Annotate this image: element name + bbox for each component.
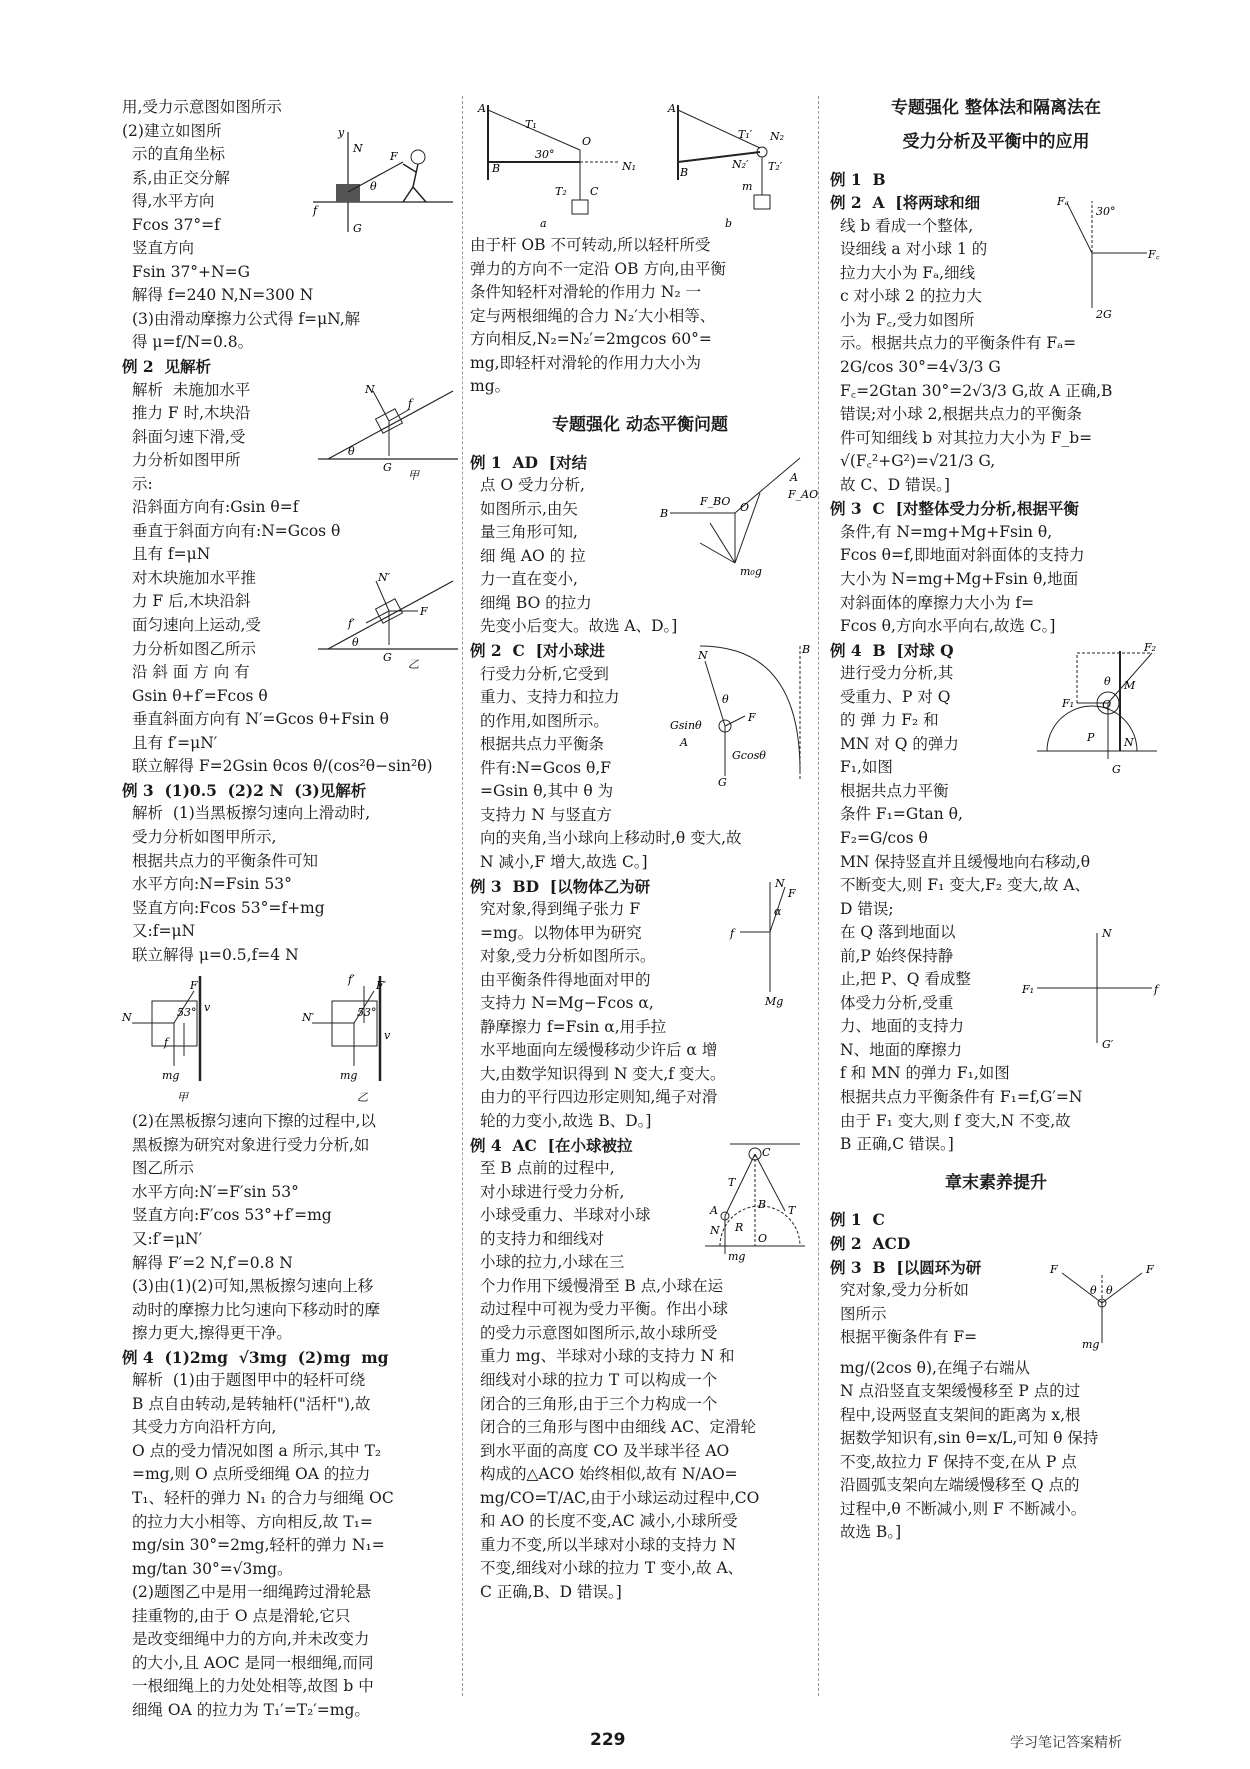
fig-label: F [1146,1262,1154,1276]
text-line: 故选 B。] [840,1523,902,1542]
text-line: 如图所示,由矢 [480,499,578,518]
fig-label: O [740,500,750,514]
text-line: 大,由数学知识得到 N 变大,f 变大。 [480,1064,726,1083]
fig-label: b [725,217,733,230]
fig-label: B [660,506,669,520]
text-line: 解析 未施加水平 [132,380,251,399]
text-line: 静摩擦力 f=Fsin α,用手拉 [480,1017,667,1036]
text-line: 对小球进行受力分析, [480,1182,625,1201]
fig-label: C [762,1145,771,1159]
column-divider [462,96,463,1696]
fig-label: F_AO [788,487,819,501]
section-title: 章末素养提升 [945,1172,1047,1193]
fig-label: mg [340,1069,358,1083]
text-line: 由力的平行四边形定则知,绳子对滑 [480,1088,718,1107]
figure-ring-force [1042,1258,1162,1353]
fig-label: N [365,382,375,396]
fig-label: v [204,1001,211,1015]
text-line: O 点的受力情况如图 a 所示,其中 T₂ [132,1441,382,1460]
fig-label: 2G [1096,308,1112,322]
text-line: 不断变大,则 F₁ 变大,F₂ 变大,故 A、 [840,876,1091,895]
text-line: 向的夹角,当小球向上移动时,θ 变大,故 [480,829,742,848]
text-line: 据数学知识有,sin θ=x/L,可知 θ 保持 [840,1429,1099,1448]
fig-label: N₂ [770,130,785,143]
fig-label: P [1087,730,1095,744]
text-line: C 正确,B、D 错误。] [480,1582,622,1601]
text-line: 过程中,θ 不断减小,则 F 不断减小。 [840,1499,1087,1518]
fig-label: mg [1082,1337,1100,1351]
text-line: 沿圆弧支架向左端缓慢移至 Q 点的 [840,1476,1080,1495]
text-line: 到水平面的高度 CO 及半球半径 AO [480,1441,730,1460]
fig-label: T [728,1175,736,1189]
fig-label: N′ [378,570,391,584]
text-line: (2)在黑板擦匀速向下擦的过程中,以 [132,1112,376,1131]
text-line: 其受力方向沿杆方向, [132,1418,277,1437]
figure-quarter-circle [670,641,810,791]
fig-label: F₂ [1144,640,1157,654]
dynamic-example-1-heading: 例 1 AD [对结 [470,452,588,472]
text-line: Fcos 37°=f [132,215,220,234]
fig-label: M [1124,678,1136,692]
fig-label: G [718,776,727,790]
text-line: 又:f′=μN′ [132,1229,203,1248]
text-line: 动时的摩擦力比匀速向下移动时的摩 [132,1300,381,1319]
text-line: 水平方向:N′=F′sin 53° [132,1182,299,1201]
text-line: 力分析如图乙所示 [132,639,257,658]
fig-label: O [758,1231,768,1245]
text-line: 体受力分析,受重 [840,993,954,1012]
figure-two-balls-force [1052,193,1162,323]
text-line: 线 b 看成一个整体, [840,216,974,235]
fig-label: F꜀ [1148,248,1160,262]
fig-label: y [338,125,345,139]
text-line: c 对小球 2 的拉力大 [840,287,982,306]
fig-label: T₂ [555,185,567,198]
fig-label: F [788,886,796,900]
text-line: 量三角形可知, [480,523,578,542]
text-line: 的 弹 力 F₂ 和 [840,711,939,730]
text-line: D 错误; [840,899,894,918]
text-line: 示的直角坐标 [132,145,226,164]
text-line: 沿 斜 面 方 向 有 [132,663,250,682]
figure-person-pulling-box [308,122,458,242]
text-line: 对斜面体的摩擦力大小为 f= [840,593,1035,612]
text-line: 的支持力和细线对 [480,1229,605,1248]
fig-label: N [710,1223,720,1237]
fig-label: N [698,649,708,663]
text-line: 不变,细线对小球的拉力 T 变小,故 A、 [480,1559,744,1578]
fig-label: A [478,102,486,115]
fig-label: A [790,470,798,484]
text-line: 解得 F′=2 N,f′=0.8 N [132,1253,293,1272]
section-title: 专题强化 整体法和隔离法在 [891,98,1101,118]
text-line: 止,把 P、Q 看成整 [840,970,971,989]
text-line: 图乙所示 [132,1159,195,1178]
text-line: 一根细绳上的力处处相等,故图 b 中 [132,1677,374,1696]
fig-label: T [788,1203,796,1217]
fig-label: Gsinθ [670,719,702,733]
figure-hemisphere-pulley [700,1136,810,1261]
text-line: F꜀=2Gtan 30°=2√3/3 G,故 A 正确,B [840,381,1113,400]
text-line: √(F꜀²+G²)=√21/3 G, [840,452,996,471]
text-line: 根据共点力平衡条件有 F₁=f,G′=N [840,1087,1083,1106]
text-line: 弹力的方向不一定沿 OB 方向,由平衡 [470,259,726,278]
text-line: 由平衡条件得地面对甲的 [480,970,651,989]
fig-label: 53° [177,1006,197,1020]
text-line: =Gsin θ,其中 θ 为 [480,782,614,801]
fig-label: α [774,904,782,918]
summary-example-1: 例 1 C [830,1210,885,1230]
text-line: 黑板擦为研究对象进行受力分析,如 [132,1135,370,1154]
fig-label: f′ [348,616,355,630]
text-line: 方向相反,N₂=N₂′=2mgcos 60°= [470,330,712,349]
fig-label: θ [1090,1283,1097,1297]
fig-label: F [1050,1262,1058,1276]
fig-label: F [190,979,198,993]
fig-label: F₁ [1022,983,1035,997]
text-line: 得 μ=f/N=0.8。 [132,333,254,352]
fig-label: F₁ [1062,696,1075,710]
fig-label: N [1102,927,1112,941]
text-line: =mg,则 O 点所受细绳 OA 的拉力 [132,1465,371,1484]
text-line: 构成的△ACO 始终相似,故有 N/AO= [480,1465,738,1484]
fig-label: Mg [765,994,784,1008]
text-line: 究对象,受力分析如 [840,1281,969,1300]
text-line: 解析 (1)由于题图甲中的轻杆可绕 [132,1371,366,1390]
text-line: 竖直方向:Fcos 53°=f+mg [132,898,325,917]
text-line: 件可知细线 b 对其拉力大小为 F_b= [840,428,1093,447]
text-line: 力、地面的支持力 [840,1017,965,1036]
text-line: 图所示 [840,1304,887,1323]
text-line: 重力不变,所以半球对小球的支持力 N [480,1535,736,1554]
text-line: 细绳 BO 的拉力 [480,593,592,612]
text-line: 小球受重力、半球对小球 [480,1206,651,1225]
text-line: B 点自由转动,是转轴杆("活杆"),故 [132,1394,371,1413]
fig-label: 30° [535,148,555,161]
whole-example-2-heading: 例 2 A [将两球和细 [830,193,981,213]
section-title: 受力分析及平衡中的应用 [902,131,1090,152]
text-line: 重力 mg、半球对小球的支持力 N 和 [480,1347,735,1366]
text-line: 受重力、P 对 Q [840,687,951,706]
fig-label: N [122,1011,132,1025]
page-number: 229 [590,1730,626,1750]
fig-label: F [390,149,398,163]
text-line: 水平方向:N=Fsin 53° [132,875,292,894]
fig-label: F′ [376,979,387,993]
fig-label: C [590,185,599,198]
text-line: 由于杆 OB 不可转动,所以轻杆所受 [470,236,711,254]
text-line: 轮的力变小,故选 B、D。] [480,1111,652,1130]
fig-label: R [735,1220,744,1234]
text-line: 根据共点力的平衡条件可知 [132,851,319,870]
text-line: 联立解得 F=2Gsin θcos θ/(cos²θ−sin²θ) [132,757,433,776]
text-line: 细线对小球的拉力 T 可以构成一个 [480,1370,718,1389]
text-line: F₂=G/cos θ [840,828,928,847]
summary-example-2: 例 2 ACD [830,1234,911,1253]
dynamic-example-4-heading: 例 4 AC [在小球被拉 [470,1135,633,1155]
fig-label: F_BO [700,494,731,508]
text-line: 对象,受力分析如图所示。 [480,947,656,966]
text-line: 推力 F 时,木块沿 [132,404,251,423]
text-line: (3)由(1)(2)可知,黑板擦匀速向上移 [132,1277,374,1296]
fig-label: θ [352,635,359,649]
fig-label: N [353,141,363,155]
text-line: 闭合的三角形,由于三个力构成一个 [480,1394,718,1413]
text-line: 垂直于斜面方向有:N=Gcos θ [132,521,341,540]
text-line: 条件知轻杆对滑轮的作用力 N₂ 一 [470,283,702,302]
text-line: Gsin θ+f′=Fcos θ [132,686,268,705]
summary-example-3-heading: 例 3 B [以圆环为研 [830,1257,982,1277]
text-line: 对木块施加水平推 [132,568,257,587]
example-2-heading: 例 2 见解析 [122,357,211,377]
text-line: 的受力示意图如图所示,故小球所受 [480,1323,718,1342]
fig-label: θ [1106,1283,1113,1297]
text-line: 大小为 N=mg+Mg+Fsin θ,地面 [840,569,1079,588]
text-line: 错误;对小球 2,根据共点力的平衡条 [840,405,1082,424]
text-line: 小球的拉力,小球在三 [480,1253,625,1272]
text-line: 垂直斜面方向有 N′=Gcos θ+Fsin θ [132,710,389,729]
text-line: 得,水平方向 [132,192,215,211]
fig-label: m₀g [740,564,762,578]
text-line: 重力、支持力和拉力 [480,688,620,707]
fig-label: N₂′ [732,158,749,171]
text-line: 根据共点力平衡 [840,781,949,800]
text-line: 和 AO 的长度不变,AC 减小,小球所受 [480,1512,738,1531]
column-1 [122,96,458,1722]
text-line: 的大小,且 AOC 是同一根细绳,而同 [132,1653,374,1672]
fig-label: Gcosθ [732,749,766,763]
text-line: 且有 f=μN [132,545,211,564]
fig-label: B [802,643,811,657]
text-line: 条件,有 N=mg+Mg+Fsin θ, [840,522,1053,541]
text-line: (3)由滑动摩擦力公式得 f=μN,解 [132,309,361,328]
fig-label: 乙 [357,1091,368,1105]
figure-whole-system-force [1022,923,1162,1053]
text-line: 解得 f=240 N,N=300 N [132,286,314,305]
text-line: 示。根据共点力的平衡条件有 Fₐ= [840,334,1077,353]
text-line: 用,受力示意图如图所示 [122,98,282,116]
text-line: 力分析如图甲所 [132,451,241,470]
text-line: 挂重物的,由于 O 点是滑轮,它只 [132,1606,351,1625]
text-line: 程中,设两竖直支架间的距离为 x,根 [840,1405,1081,1424]
text-line: 的拉力大小相等、方向相反,故 T₁= [132,1512,373,1531]
fig-label: mg [728,1249,746,1263]
fig-label: 甲 [177,1091,188,1105]
figure-vector-triangle [660,453,819,583]
fig-label: N [1124,735,1134,749]
text-line: mg/tan 30°=√3mg。 [132,1559,293,1578]
text-line: 行受力分析,它受到 [480,664,609,683]
fig-label: F [748,711,756,725]
fig-label: Q [1102,697,1112,711]
fig-label: θ [370,179,377,193]
fig-label: B [492,162,501,175]
figure-blackboard-eraser [122,971,452,1106]
fig-label: 乙 [408,657,419,671]
text-line: 且有 f′=μN′ [132,733,218,752]
text-line: 解析 (1)当黑板擦匀速向上滑动时, [132,804,371,823]
fig-label: N₁ [622,160,637,173]
text-line: 条件 F₁=Gtan θ, [840,805,963,824]
text-line: B 正确,C 错误。] [840,1135,954,1154]
figure-rope-angle [730,877,810,1007]
text-line: 系,由正交分解 [132,168,230,187]
dynamic-example-2-heading: 例 2 C [对小球进 [470,641,605,661]
text-line: (2)题图乙中是用一细绳跨过滑轮悬 [132,1583,371,1602]
fig-label: G [383,650,392,664]
column-divider [818,96,819,1696]
fig-label: N′ [302,1011,315,1025]
fig-label: B [680,166,689,179]
text-line: mg。 [470,377,511,396]
fig-label: O [582,135,592,148]
text-line: 点 O 受力分析, [480,476,585,495]
text-line: 根据平衡条件有 F= [840,1328,978,1347]
text-line: 前,P 始终保持静 [840,946,954,965]
text-line: 水平地面向左缓慢移动少许后 α 增 [480,1041,718,1060]
fig-label: θ [1104,674,1111,688]
text-line: 擦力更大,擦得更干净。 [132,1324,292,1343]
fig-label: G [1112,762,1121,776]
text-line: mg/sin 30°=2mg,轻杆的弹力 N₁= [132,1536,385,1555]
text-line: f 和 MN 的弹力 F₁,如图 [840,1064,1010,1083]
text-line: T₁、轻杆的弹力 N₁ 的合力与细绳 OC [132,1488,394,1507]
text-line: 又:f=μN [132,922,196,941]
whole-example-3-heading: 例 3 C [对整体受力分析,根据平衡 [830,499,1079,519]
text-line: Fcos θ,方向水平向右,故选 C。] [840,617,1056,636]
fig-label: 53° [357,1006,377,1020]
section-title: 专题强化 动态平衡问题 [552,414,728,435]
fig-label: a [540,217,547,230]
text-line: 2G/cos 30°=4√3/3 G [840,358,1001,377]
column-2 [470,96,819,1604]
text-line: N 点沿竖直支架缓慢移至 P 点的过 [840,1382,1081,1401]
text-line: 闭合的三角形与图中由细线 AC、定滑轮 [480,1418,756,1437]
fig-label: f [730,926,735,940]
fig-label: A [668,102,676,115]
example-4-heading: 例 4 (1)2mg √3mg (2)mg mg [122,1347,389,1367]
text-line: 件有:N=Gcos θ,F [480,758,612,777]
text-line: 细绳 OA 的拉力为 T₁′=T₂′=mg。 [132,1700,370,1719]
text-line: 力一直在变小, [480,570,578,589]
text-line: 个力作用下缓慢滑至 B 点,小球在运 [480,1276,724,1295]
column-3 [830,96,1162,1545]
fig-label: 甲 [408,468,419,482]
text-line: 斜面匀速下滑,受 [132,427,246,446]
fig-label: T₂′ [768,160,783,173]
fig-label: θ [348,444,355,458]
whole-example-1: 例 1 B [830,169,886,189]
text-line: 小为 F꜀,受力如图所 [840,310,975,329]
figure-rod-pulley-ab [470,100,800,230]
figure-incline-yi [318,569,458,669]
text-line: 先变小后变大。故选 A、D。] [480,617,678,636]
text-line: mg/(2cos θ),在绳子右端从 [840,1358,1030,1377]
fig-label: F [420,604,428,618]
fig-label: G′ [1102,1038,1114,1052]
text-line: MN 对 Q 的弹力 [840,734,959,753]
text-line: 拉力大小为 Fₐ,细线 [840,263,976,282]
text-line: 沿斜面方向有:Gsin θ=f [132,498,299,517]
text-line: 动过程中可视为受力平衡。作出小球 [480,1300,729,1319]
text-line: 细 绳 AO 的 拉 [480,546,586,565]
fig-label: v [384,1029,391,1043]
text-line: mg/CO=T/AC,由于小球运动过程中,CO [480,1488,760,1507]
text-line: 面匀速向上运动,受 [132,616,261,635]
text-line: Fcos θ=f,即地面对斜面体的支持力 [840,546,1085,565]
text-line: 支持力 N=Mg−Fcos α, [480,994,654,1013]
text-line: 至 B 点前的过程中, [480,1159,615,1178]
fig-label: A [680,736,688,750]
fig-label: G [353,221,362,235]
text-line: 由于 F₁ 变大,则 f 变大,N 不变,故 [840,1111,1071,1130]
figure-incline-jia [318,381,458,481]
footer-text: 学习笔记答案精析 [1010,1735,1122,1751]
text-line: Fsin 37°+N=G [132,262,250,281]
figure-semicircle-ball [1032,641,1162,781]
fig-label: A [710,1203,718,1217]
text-line: (2)建立如图所 [122,121,222,140]
text-line: 支持力 N 与竖直方 [480,805,612,824]
fig-label: f [164,1036,169,1050]
whole-example-4-heading: 例 4 B [对球 Q [830,640,954,660]
text-line: 究对象,得到绳子张力 F [480,900,641,919]
text-line: 的作用,如图所示。 [480,711,609,730]
text-line: N 减小,F 增大,故选 C。] [480,852,648,871]
text-line: 是改变细绳中力的方向,并未改变力 [132,1630,370,1649]
text-line: 竖直方向:F′cos 53°+f′=mg [132,1206,332,1225]
text-line: 进行受力分析,其 [840,664,954,683]
text-line: 故 C、D 错误。] [840,475,950,494]
fig-label: G [383,460,392,474]
text-line: 示: [132,474,153,493]
fig-label: B [758,1197,767,1211]
text-line: 设细线 a 对小球 1 的 [840,240,988,259]
text-line: 不变,故拉力 F 保持不变,在从 P 点 [840,1452,1077,1471]
example-3-heading: 例 3 (1)0.5 (2)2 N (3)见解析 [122,780,367,800]
text-line: =mg。以物体甲为研究 [480,923,642,942]
fig-label: T₁ [525,118,537,131]
text-line: 联立解得 μ=0.5,f=4 N [132,945,299,964]
fig-label: f [1154,983,1159,997]
dynamic-example-3-heading: 例 3 BD [以物体乙为研 [470,876,651,896]
fig-label: m [742,180,753,193]
fig-label: Fₐ [1057,195,1069,209]
text-line: 在 Q 落到地面以 [840,923,956,942]
text-line: mg,即轻杆对滑轮的作用力大小为 [470,353,702,372]
fig-label: T₁′ [738,128,753,141]
fig-label: mg [162,1069,180,1083]
text-line: F₁,如图 [840,758,893,777]
text-line: 竖直方向 [132,239,195,258]
fig-label: 30° [1096,205,1116,219]
text-line: 定与两根细绳的合力 N₂′大小相等、 [470,306,716,325]
text-line: 受力分析如图甲所示, [132,827,277,846]
fig-label: N [775,876,785,890]
text-line: N、地面的摩擦力 [840,1040,963,1059]
fig-label: θ [722,693,729,707]
text-line: MN 保持竖直并且缓慢地向右移动,θ [840,852,1091,871]
text-line: 根据共点力平衡条 [480,735,605,754]
fig-label: f [313,203,318,217]
text-line: 力 F 后,木块沿斜 [132,592,251,611]
fig-label: f [408,396,413,410]
fig-label: f′ [348,973,355,987]
